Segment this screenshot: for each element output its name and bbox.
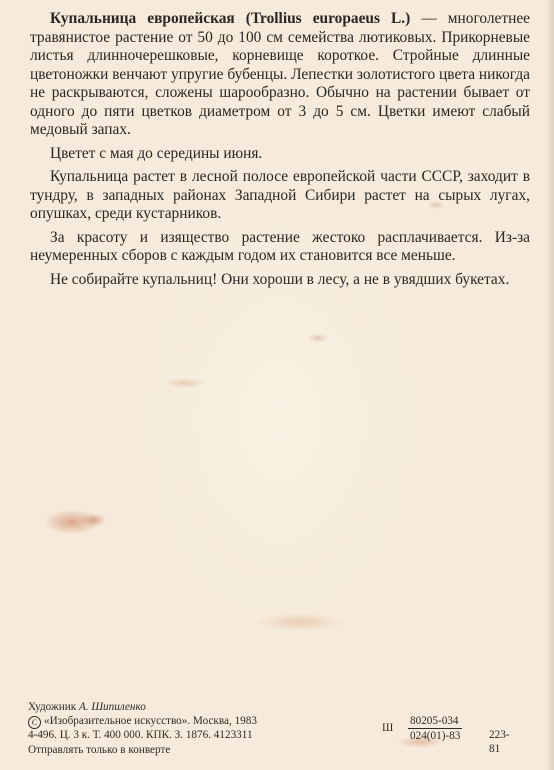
print-info-line: 4-496. Ц. 3 к. Т. 400 000. КПК. З. 1876. 4123311 — [28, 729, 253, 742]
artist-name: А. Шипиленко — [78, 701, 146, 713]
copyright-icon: С — [28, 716, 41, 729]
intro-paragraph — [30, 10, 530, 140]
paragraph-habitat: Купальница растет в лесной полосе европейской части СССР, заходит в тундру, в западных районах Западной Сибири растет на сырых лугах, опушках, среди кустарников. — [30, 168, 530, 222]
artist-label: Художник — [28, 701, 77, 713]
species-title: Купальница европейская (Trollius europaeus L.) — [50, 10, 411, 27]
publisher-text: «Изобразительное искусство». Москва, 1983 — [44, 715, 257, 728]
description-text — [30, 10, 530, 289]
paragraph-appeal: Не собирайте купальниц! Они хороши в лесу, а не в увядших букетах. — [50, 270, 510, 288]
code-numerator: 80205-034 — [410, 715, 459, 727]
code-fraction — [408, 714, 462, 743]
paragraph-bloom: Цветет с мая до середины июня. — [50, 144, 263, 162]
paper-edge — [546, 0, 554, 770]
paragraph-decline: За красоту и изящество растение жестоко расплачивается. Из-за неумеренных сборов с каждым годом их становится все меньше. — [30, 228, 530, 264]
code-letter: Ш — [382, 722, 394, 734]
code-denominator: 024(01)-83 — [410, 730, 461, 742]
code-suffix: 223-81 — [489, 729, 510, 755]
mailing-notice: Отправлять только в конверте — [28, 743, 171, 756]
intro-text: — многолетнее травянистое растение от 50 до 100 см семейства лютиковых. Прикорневые листья длинночерешковые, корневище короткое. Стройные длинные цветоножки венчают упругие бубенцы. Лепестки золотистого цвета никогда не раскрываются, сложены шарообразно. Обычно на растении бывает от одного до пяти цветков диаметром от 3 до 5 см. Цветки имеют слабый медовый запах. — [30, 10, 530, 138]
artist-line — [28, 700, 528, 714]
